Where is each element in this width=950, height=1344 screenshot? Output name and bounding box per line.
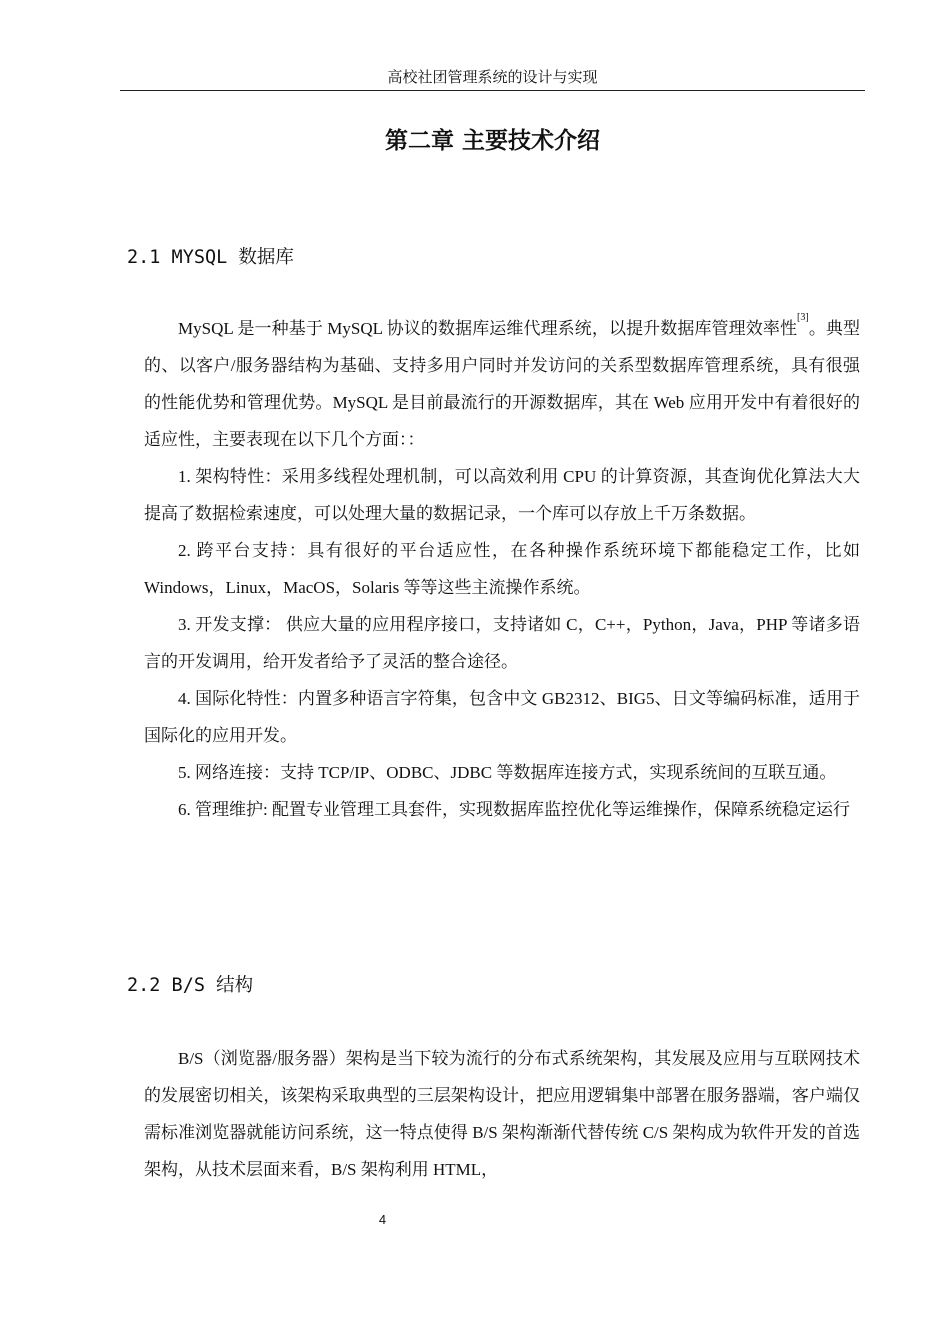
section-heading-bs: 2.2 B/S 结构 bbox=[127, 975, 254, 996]
section-heading-mysql: 2.1 MYSQL 数据库 bbox=[127, 247, 294, 268]
mysql-section-body bbox=[144, 310, 860, 828]
mysql-intro-paragraph bbox=[144, 310, 860, 458]
bs-section-body bbox=[144, 1040, 860, 1188]
page-number: 4 bbox=[378, 1212, 387, 1227]
list-item-i18n: 4. 国际化特性：内置多种语言字符集，包含中文 GB2312、BIG5、日文等编码标准，适用于国际化的应用开发。 bbox=[144, 689, 860, 745]
list-item-architecture: 1. 架构特性：采用多线程处理机制，可以高效利用 CPU 的计算资源，其查询优化算法大大提高了数据检索速度，可以处理大量的数据记录，一个库可以存放上千万条数据。 bbox=[144, 467, 860, 523]
chapter-title: 第二章 主要技术介绍 bbox=[384, 128, 600, 154]
intro-text-a: MySQL 是一种基于 MySQL 协议的数据库运维代理系统，以提升数据库管理效率性 bbox=[178, 319, 798, 338]
list-item-management: 6. 管理维护: 配置专业管理工具套件，实现数据库监控优化等运维操作，保障系统稳定运行 bbox=[178, 800, 850, 819]
list-item-network: 5. 网络连接：支持 TCP/IP、ODBC、JDBC 等数据库连接方式，实现系统间的互联互通。 bbox=[178, 763, 837, 782]
list-item-cross-platform: 2. 跨平台支持：具有很好的平台适应性，在各种操作系统环境下都能稳定工作，比如 Windows，Linux，MacOS，Solaris 等等这些主流操作系统。 bbox=[144, 541, 860, 597]
citation-3: [3] bbox=[797, 312, 809, 323]
bs-paragraph: B/S（浏览器/服务器）架构是当下较为流行的分布式系统架构，其发展及应用与互联网技术的发展密切相关，该架构采取典型的三层架构设计，把应用逻辑集中部署在服务器端，客户端仅需标准浏览器就能访问系统，这一特点使得 B/S 架构渐渐代替传统 C/S 架构成为软件开发的首选架构，从技术层面来看，B/S 架构利用 HTML， bbox=[144, 1049, 860, 1179]
intro-text-b: 。典型的、以客户/服务器结构为基础、支持多用户同时并发访问的关系型数据库管理系统，具有很强的性能优势和管理优势。MySQL 是目前最流行的开源数据库，其在 Web 应用开发中有着很好的适应性，主要表现在以下几个方面：： bbox=[144, 319, 861, 449]
list-item-dev-support: 3. 开发支撑： 供应大量的应用程序接口，支持诸如 C，C++，Python，Java，PHP 等诸多语言的开发调用，给开发者给予了灵活的整合途径。 bbox=[144, 615, 860, 671]
header-rule bbox=[120, 90, 865, 91]
running-header: 高校社团管理系统的设计与实现 bbox=[387, 70, 598, 86]
